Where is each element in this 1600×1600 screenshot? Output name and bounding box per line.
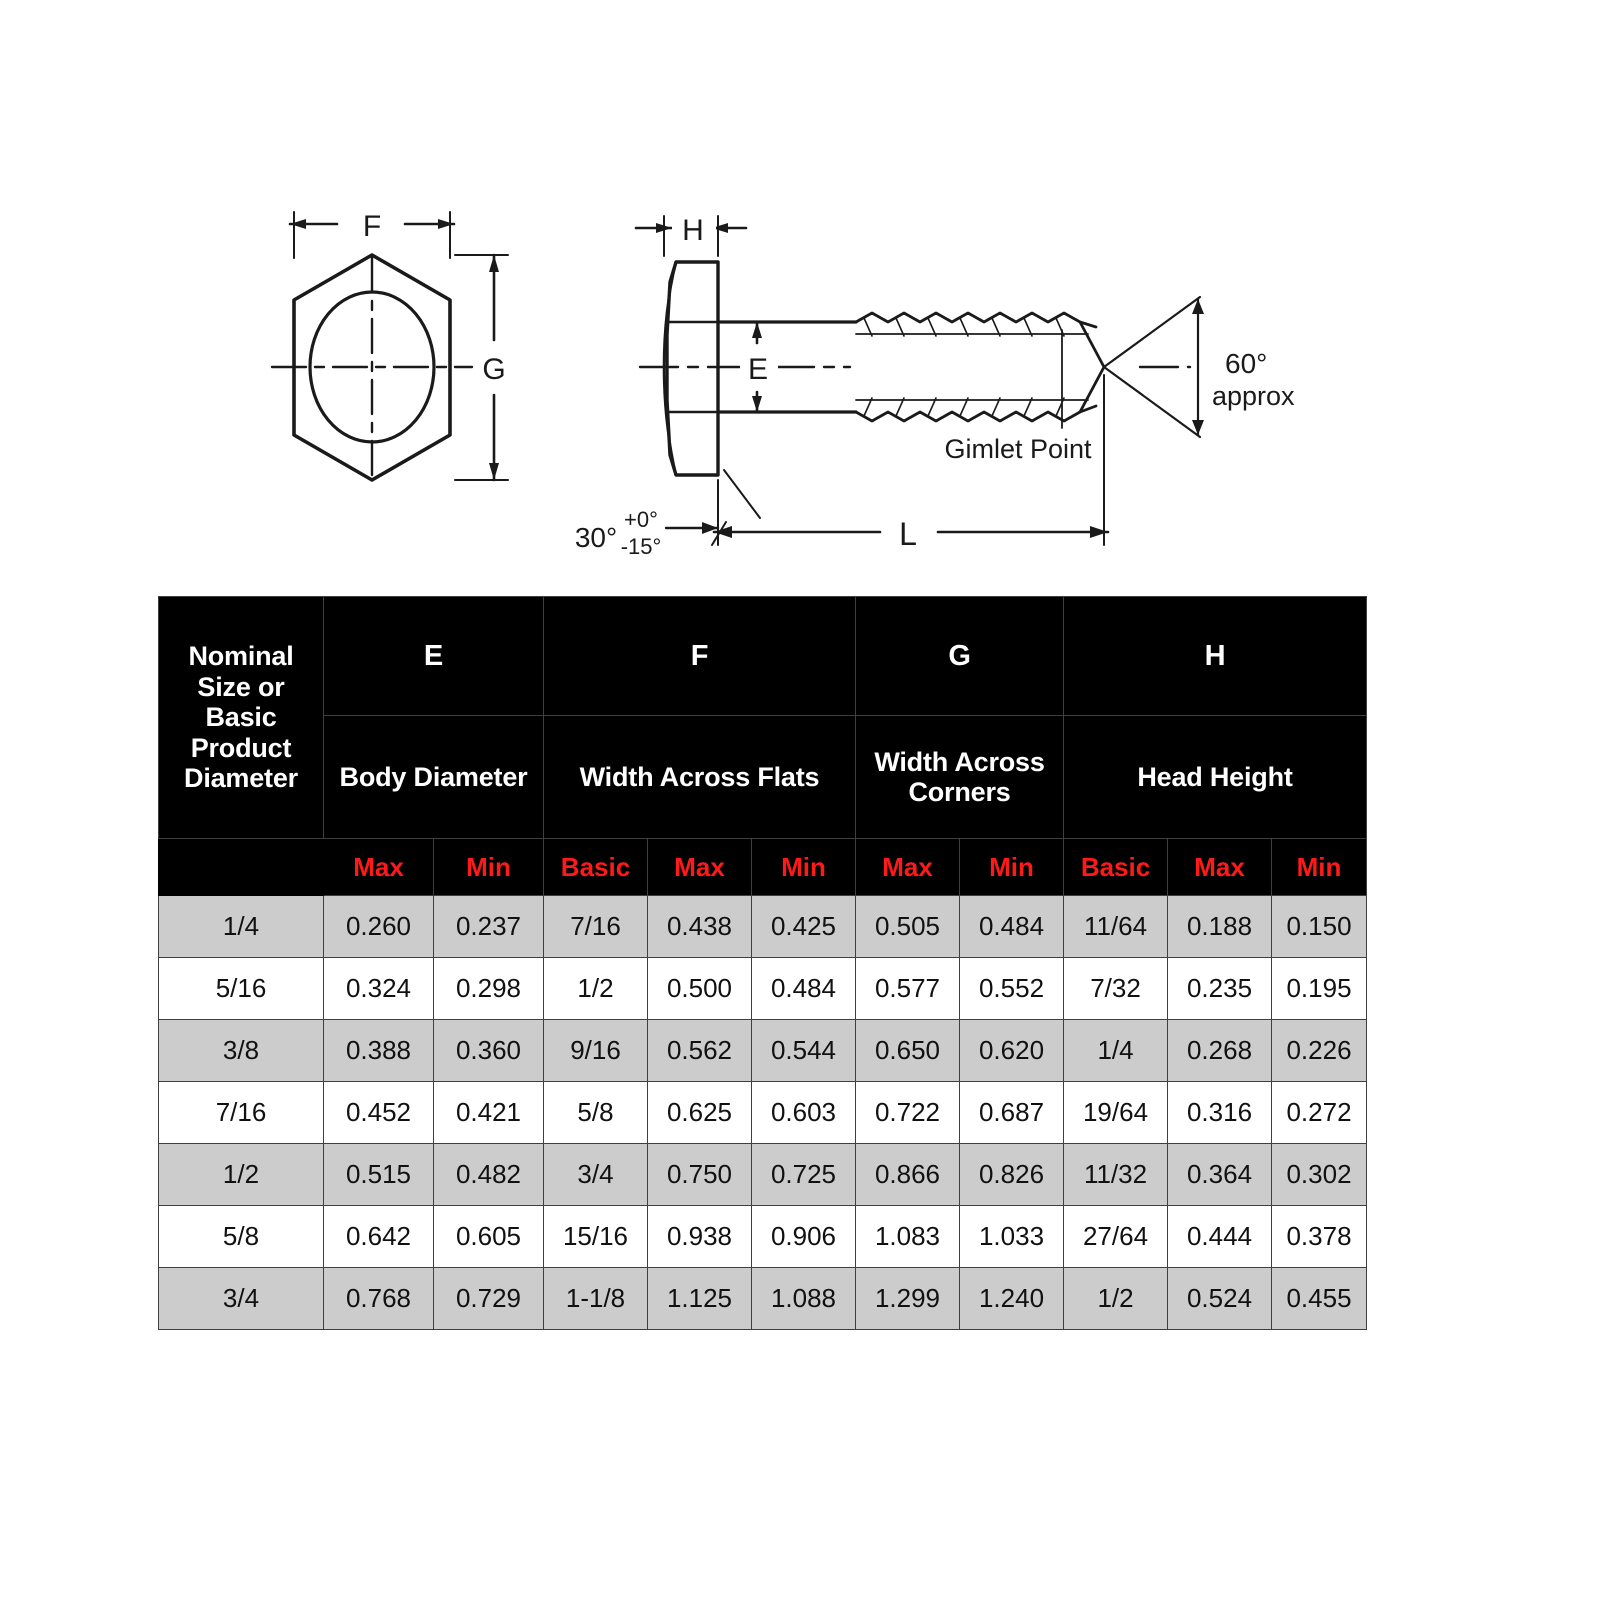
bolt-dimension-table <box>158 596 1366 1330</box>
cell-value: 0.324 <box>324 958 434 1020</box>
cell-value: 0.750 <box>648 1144 752 1206</box>
cell-nominal-size: 1/2 <box>159 1144 324 1206</box>
cell-value: 0.620 <box>960 1020 1064 1082</box>
cell-value: 0.150 <box>1272 896 1367 958</box>
cell-value: 7/16 <box>544 896 648 958</box>
cell-value: 15/16 <box>544 1206 648 1268</box>
subheader-e-min: Min <box>434 839 544 896</box>
header-letter-e: E <box>324 597 544 716</box>
cell-value: 0.729 <box>434 1268 544 1330</box>
table-row <box>159 896 1367 958</box>
cell-value: 1-1/8 <box>544 1268 648 1330</box>
cell-value: 0.237 <box>434 896 544 958</box>
header-spacer <box>159 839 324 896</box>
cell-value: 27/64 <box>1064 1206 1168 1268</box>
cell-nominal-size: 3/4 <box>159 1268 324 1330</box>
label-tolerance-minus: -15° <box>620 534 662 559</box>
cell-value: 0.268 <box>1168 1020 1272 1082</box>
header-width-across-corners: Width Across Corners <box>856 716 1064 839</box>
table-row <box>159 1268 1367 1330</box>
label-h: H <box>682 214 704 247</box>
subheader-f-min: Min <box>752 839 856 896</box>
cell-value: 0.725 <box>752 1144 856 1206</box>
cell-value: 0.544 <box>752 1020 856 1082</box>
cell-value: 1.033 <box>960 1206 1064 1268</box>
cell-value: 0.500 <box>648 958 752 1020</box>
cell-value: 0.505 <box>856 896 960 958</box>
cell-value: 1/2 <box>1064 1268 1168 1330</box>
label-f: F <box>362 210 382 243</box>
cell-value: 1.083 <box>856 1206 960 1268</box>
cell-value: 0.364 <box>1168 1144 1272 1206</box>
subheader-e-max: Max <box>324 839 434 896</box>
header-nominal-size: Nominal Size or Basic Product Diameter <box>159 597 324 839</box>
cell-value: 0.562 <box>648 1020 752 1082</box>
cell-value: 0.425 <box>752 896 856 958</box>
table-row <box>159 1206 1367 1268</box>
label-e: E <box>747 353 769 386</box>
cell-value: 0.866 <box>856 1144 960 1206</box>
cell-value: 0.455 <box>1272 1268 1367 1330</box>
label-g: G <box>482 353 506 386</box>
label-approx: approx <box>1212 381 1295 411</box>
subheader-g-min: Min <box>960 839 1064 896</box>
label-30-degrees: 30° <box>574 522 618 553</box>
cell-value: 3/4 <box>544 1144 648 1206</box>
cell-value: 0.482 <box>434 1144 544 1206</box>
cell-value: 0.603 <box>752 1082 856 1144</box>
cell-value: 0.650 <box>856 1020 960 1082</box>
cell-value: 1/4 <box>1064 1020 1168 1082</box>
cell-value: 0.421 <box>434 1082 544 1144</box>
subheader-h-basic: Basic <box>1064 839 1168 896</box>
label-l: L <box>899 516 917 552</box>
cell-value: 0.302 <box>1272 1144 1367 1206</box>
cell-value: 0.524 <box>1168 1268 1272 1330</box>
cell-value: 0.272 <box>1272 1082 1367 1144</box>
header-body-diameter: Body Diameter <box>324 716 544 839</box>
cell-value: 0.687 <box>960 1082 1064 1144</box>
cell-value: 0.388 <box>324 1020 434 1082</box>
cell-value: 0.826 <box>960 1144 1064 1206</box>
cell-value: 0.552 <box>960 958 1064 1020</box>
cell-value: 0.188 <box>1168 896 1272 958</box>
cell-value: 0.438 <box>648 896 752 958</box>
table-row <box>159 1144 1367 1206</box>
cell-value: 0.298 <box>434 958 544 1020</box>
subheader-f-basic: Basic <box>544 839 648 896</box>
cell-value: 0.625 <box>648 1082 752 1144</box>
cell-value: 0.577 <box>856 958 960 1020</box>
header-letter-g: G <box>856 597 1064 716</box>
cell-value: 0.484 <box>752 958 856 1020</box>
cell-nominal-size: 5/8 <box>159 1206 324 1268</box>
cell-value: 11/32 <box>1064 1144 1168 1206</box>
cell-value: 0.722 <box>856 1082 960 1144</box>
cell-value: 5/8 <box>544 1082 648 1144</box>
cell-value: 0.444 <box>1168 1206 1272 1268</box>
subheader-h-min: Min <box>1272 839 1367 896</box>
bolt-engineering-drawing <box>0 0 1600 590</box>
label-gimlet-point: Gimlet Point <box>944 434 1092 464</box>
cell-value: 1.125 <box>648 1268 752 1330</box>
cell-value: 0.360 <box>434 1020 544 1082</box>
cell-value: 0.906 <box>752 1206 856 1268</box>
cell-value: 7/32 <box>1064 958 1168 1020</box>
cell-value: 0.605 <box>434 1206 544 1268</box>
label-tolerance-plus: +0° <box>624 507 658 532</box>
cell-value: 0.260 <box>324 896 434 958</box>
cell-nominal-size: 3/8 <box>159 1020 324 1082</box>
label-60-degrees: 60° <box>1225 348 1268 379</box>
cell-value: 0.452 <box>324 1082 434 1144</box>
cell-value: 0.484 <box>960 896 1064 958</box>
cell-value: 0.316 <box>1168 1082 1272 1144</box>
cell-value: 0.938 <box>648 1206 752 1268</box>
cell-value: 0.195 <box>1272 958 1367 1020</box>
cell-value: 9/16 <box>544 1020 648 1082</box>
subheader-h-max: Max <box>1168 839 1272 896</box>
cell-value: 0.515 <box>324 1144 434 1206</box>
cell-nominal-size: 7/16 <box>159 1082 324 1144</box>
subheader-f-max: Max <box>648 839 752 896</box>
header-letter-h: H <box>1064 597 1367 716</box>
header-letter-f: F <box>544 597 856 716</box>
cell-value: 1/2 <box>544 958 648 1020</box>
cell-value: 0.226 <box>1272 1020 1367 1082</box>
cell-value: 0.768 <box>324 1268 434 1330</box>
cell-value: 1.088 <box>752 1268 856 1330</box>
table-row <box>159 1082 1367 1144</box>
cell-nominal-size: 5/16 <box>159 958 324 1020</box>
cell-value: 1.240 <box>960 1268 1064 1330</box>
cell-value: 1.299 <box>856 1268 960 1330</box>
cell-value: 0.235 <box>1168 958 1272 1020</box>
cell-value: 19/64 <box>1064 1082 1168 1144</box>
table-row <box>159 1020 1367 1082</box>
header-width-across-flats: Width Across Flats <box>544 716 856 839</box>
cell-value: 11/64 <box>1064 896 1168 958</box>
cell-value: 0.642 <box>324 1206 434 1268</box>
spec-table <box>158 596 1367 1330</box>
cell-value: 0.378 <box>1272 1206 1367 1268</box>
cell-nominal-size: 1/4 <box>159 896 324 958</box>
header-head-height: Head Height <box>1064 716 1367 839</box>
subheader-g-max: Max <box>856 839 960 896</box>
table-row <box>159 958 1367 1020</box>
